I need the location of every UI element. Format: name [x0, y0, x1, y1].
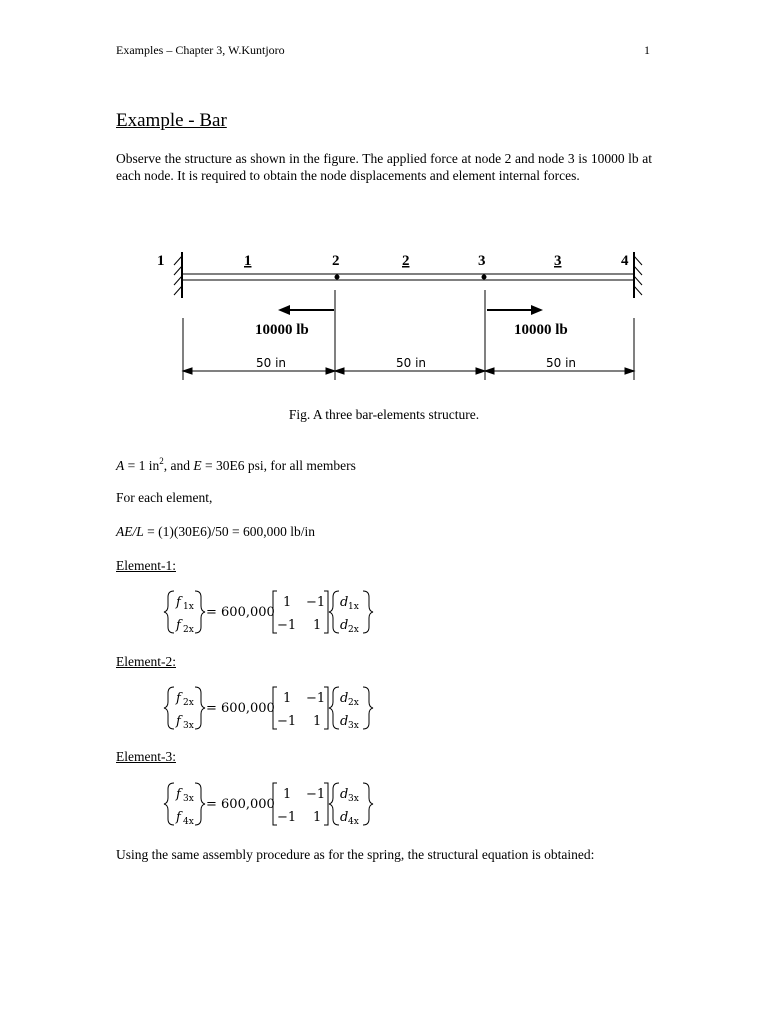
node-2-dot — [335, 275, 340, 280]
force-arrow-node-3 — [487, 305, 543, 315]
dimension-label: 50 in — [396, 356, 427, 370]
element-3-equation — [160, 780, 380, 828]
svg-text:2x: 2x — [348, 625, 359, 635]
svg-text:−1: −1 — [277, 618, 297, 633]
element-1-equation — [160, 588, 380, 636]
svg-text:1: 1 — [313, 810, 322, 825]
material-properties: A = 1 $in^2$, and E = 30E6 psi, for all members — [116, 456, 356, 473]
element-label: 3 — [554, 253, 562, 269]
svg-text:3x: 3x — [183, 794, 194, 804]
stiffness-formula: AE/L = (1)(30E6)/50 = 600,000 lb/in — [116, 524, 315, 539]
svg-text:1: 1 — [313, 714, 322, 729]
element-2-equation — [160, 684, 380, 732]
svg-text:1: 1 — [313, 618, 322, 633]
svg-text:2x: 2x — [348, 698, 359, 708]
closing-paragraph: Using the same assembly procedure as for the spring, the structural equation is obtained: — [116, 847, 595, 862]
svg-text:d: d — [340, 787, 349, 802]
svg-text:f: f — [176, 787, 181, 802]
svg-text:−1: −1 — [277, 714, 297, 729]
svg-text:3x: 3x — [183, 721, 194, 731]
svg-text:d: d — [340, 810, 349, 825]
node-3-dot — [482, 275, 487, 280]
node-label: 2 — [332, 253, 340, 269]
running-header: Examples – Chapter 3, W.Kuntjoro — [116, 43, 285, 57]
svg-text:4x: 4x — [183, 817, 194, 827]
element-3-label: Element-3: — [116, 749, 176, 764]
svg-text:−1: −1 — [277, 810, 297, 825]
node-label: 4 — [621, 253, 629, 269]
svg-text:f: f — [176, 810, 181, 825]
right-wall-support — [634, 252, 642, 298]
svg-text:= 600,000: = 600,000 — [206, 605, 275, 620]
node-label: 1 — [157, 253, 165, 269]
svg-text:−1: −1 — [306, 787, 326, 802]
force-label-node-3: 10000 lb — [514, 322, 568, 338]
dimension-label: 50 in — [546, 356, 577, 370]
svg-text:d: d — [340, 595, 349, 610]
svg-text:= 600,000: = 600,000 — [206, 797, 275, 812]
svg-text:1: 1 — [283, 691, 292, 706]
svg-text:f: f — [176, 595, 181, 610]
page-number: 1 — [644, 43, 650, 57]
svg-text:3x: 3x — [348, 721, 359, 731]
bar-structure-figure — [0, 240, 768, 390]
force-label-node-2: 10000 lb — [255, 322, 309, 338]
intro-paragraph: Observe the structure as shown in the figure. The applied force at node 2 and node 3 is 10000 lb at each node. It is required to obtain the node displacements and element internal forces. — [116, 151, 652, 183]
svg-text:−1: −1 — [306, 691, 326, 706]
svg-text:2x: 2x — [183, 698, 194, 708]
element-1-label: Element-1: — [116, 558, 176, 573]
svg-text:f: f — [176, 618, 181, 633]
svg-text:2x: 2x — [183, 625, 194, 635]
svg-text:d: d — [340, 618, 349, 633]
svg-text:f: f — [176, 691, 181, 706]
element-label: 1 — [244, 253, 252, 269]
svg-text:−1: −1 — [306, 595, 326, 610]
force-arrow-node-2 — [278, 305, 334, 315]
each-element-text: For each element, — [116, 490, 213, 505]
svg-text:d: d — [340, 714, 349, 729]
dimension-label: 50 in — [256, 356, 287, 370]
svg-text:1: 1 — [283, 787, 292, 802]
figure-caption: Fig. A three bar-elements structure. — [288, 407, 480, 422]
svg-text:1: 1 — [283, 595, 292, 610]
svg-text:= 600,000: = 600,000 — [206, 701, 275, 716]
svg-text:1x: 1x — [348, 602, 359, 612]
section-title: Example - Bar — [116, 110, 227, 131]
left-wall-support — [174, 252, 182, 298]
svg-text:1x: 1x — [183, 602, 194, 612]
svg-text:f: f — [176, 714, 181, 729]
node-label: 3 — [478, 253, 486, 269]
element-label: 2 — [402, 253, 410, 269]
element-2-label: Element-2: — [116, 654, 176, 669]
svg-text:4x: 4x — [348, 817, 359, 827]
svg-text:3x: 3x — [348, 794, 359, 804]
bar-member — [182, 274, 634, 280]
svg-text:d: d — [340, 691, 349, 706]
